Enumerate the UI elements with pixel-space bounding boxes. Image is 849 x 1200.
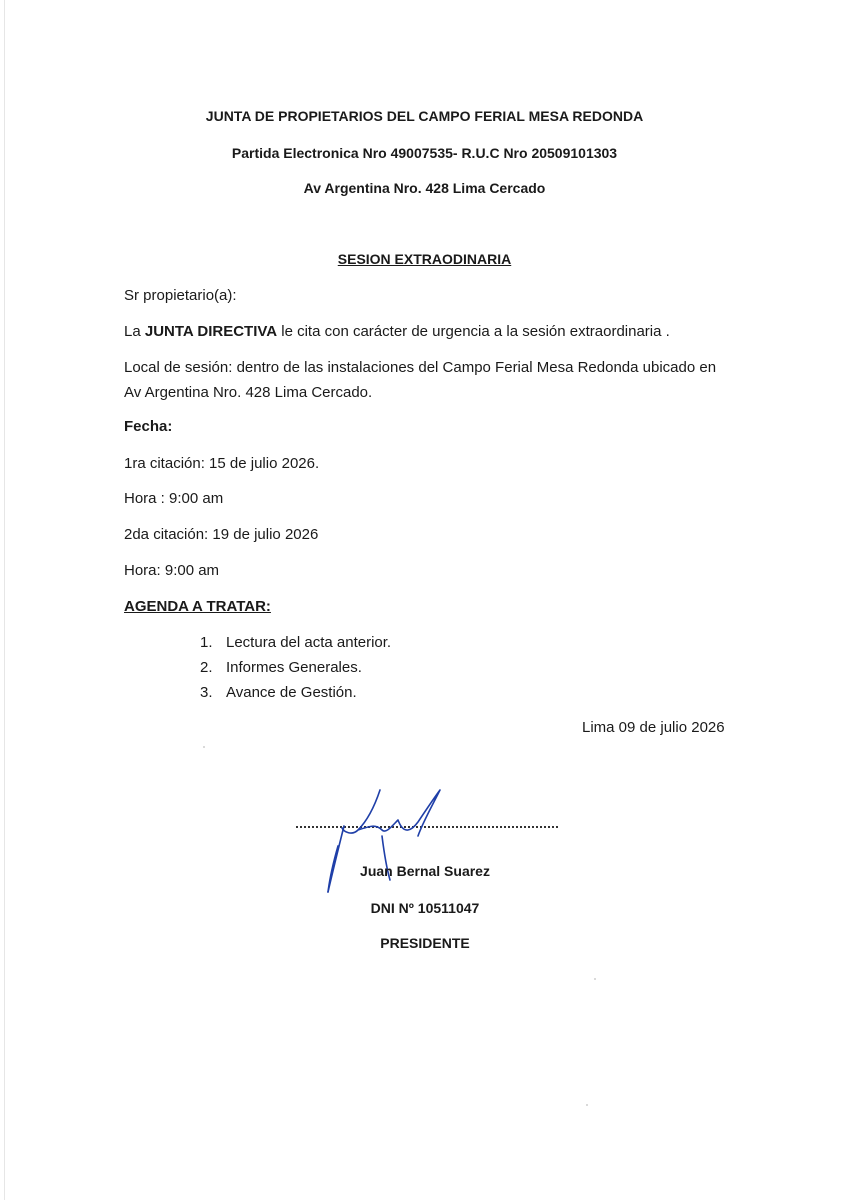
intro-paragraph: [124, 323, 670, 340]
location-line-2: Av Argentina Nro. 428 Lima Cercado.: [124, 384, 373, 401]
registry-line: Partida Electronica Nro 49007535- R.U.C Nro 20509101303: [231, 145, 618, 161]
org-name: JUNTA DE PROPIETARIOS DEL CAMPO FERIAL MESA REDONDA: [205, 108, 644, 124]
scan-speck: [203, 746, 205, 748]
location-line-1: Local de sesión: dentro de las instalaciones del Campo Ferial Mesa Redonda ubicado en: [124, 359, 717, 376]
agenda-item-text: Avance de Gestión.: [226, 684, 357, 701]
intro-emphasis: JUNTA DIRECTIVA: [144, 323, 278, 340]
intro-prefix: La: [124, 323, 145, 340]
date-place-line: Lima 09 de julio 2026: [582, 719, 725, 736]
agenda-item-number: 3.: [200, 684, 213, 701]
agenda-item: [200, 658, 391, 683]
date-label: Fecha:: [124, 418, 173, 435]
signer-name: Juan Bernal Suarez: [360, 863, 490, 879]
intro-suffix: le cita con carácter de urgencia a la sesión extraordinaria .: [277, 323, 670, 340]
agenda-item-text: Informes Generales.: [226, 659, 362, 676]
agenda-item-text: Lectura del acta anterior.: [226, 634, 392, 651]
first-call-time: Hora : 9:00 am: [124, 490, 224, 507]
first-call: 1ra citación: 15 de julio 2026.: [124, 455, 320, 472]
second-call-time: Hora: 9:00 am: [124, 562, 220, 579]
agenda-item-number: 2.: [200, 659, 213, 676]
signer-role: PRESIDENTE: [380, 935, 470, 951]
agenda-item: [200, 683, 391, 708]
agenda-heading: AGENDA A TRATAR:: [124, 598, 271, 615]
handwritten-signature: [300, 780, 460, 905]
document-title: SESION EXTRAODINARIA: [337, 251, 512, 267]
salutation: Sr propietario(a):: [124, 287, 237, 304]
agenda-item: [200, 633, 391, 658]
second-call: 2da citación: 19 de julio 2026: [124, 526, 319, 543]
agenda-list: [200, 633, 391, 708]
address-line: Av Argentina Nro. 428 Lima Cercado: [303, 180, 546, 196]
scan-speck: [594, 978, 596, 980]
signer-dni: DNI Nº 10511047: [370, 900, 480, 916]
agenda-item-number: 1.: [200, 634, 213, 651]
scan-speck: [586, 1104, 588, 1106]
